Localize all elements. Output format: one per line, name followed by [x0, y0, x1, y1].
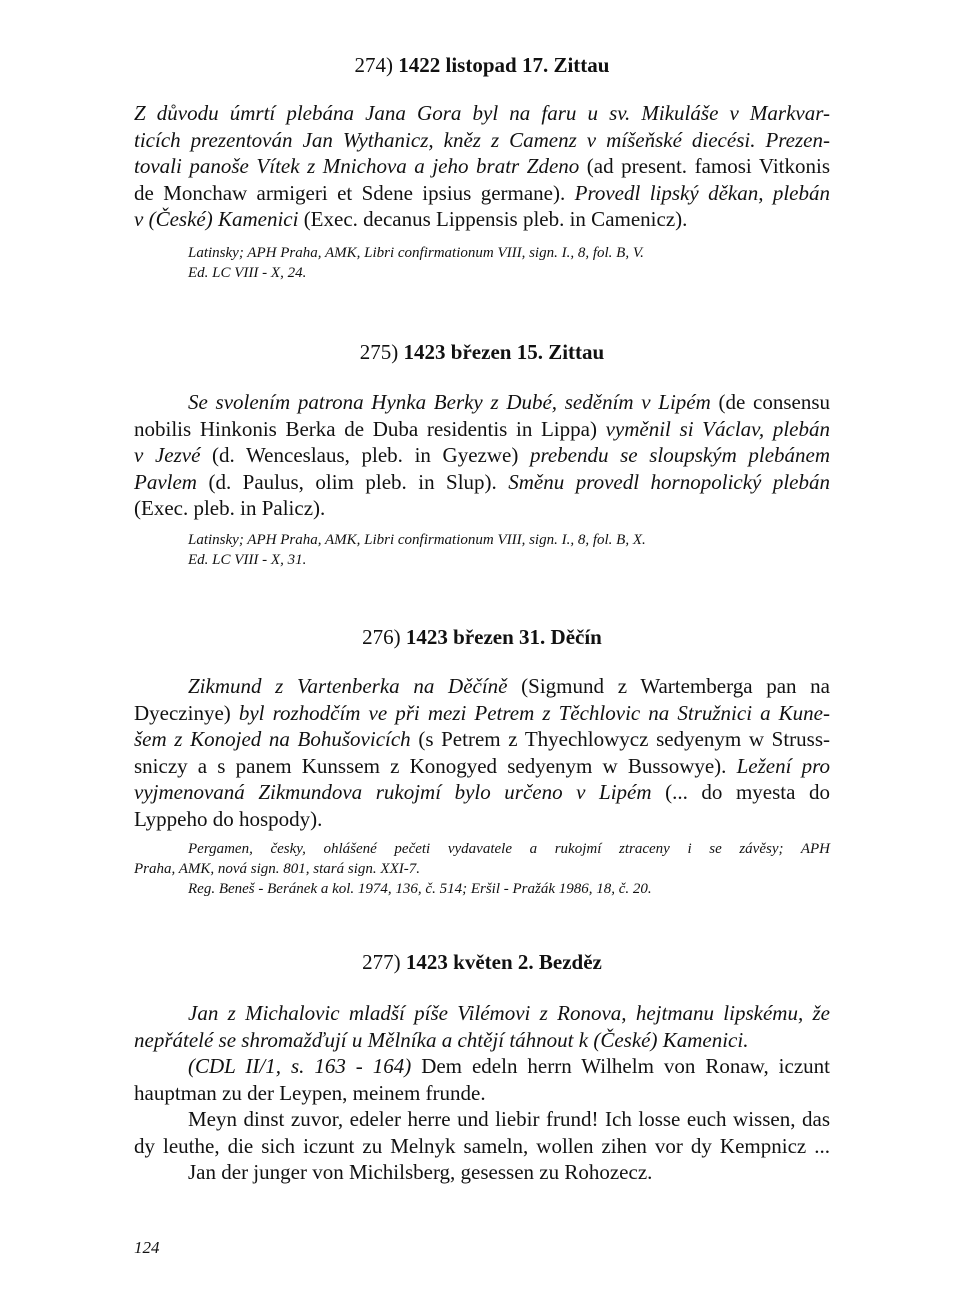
text-line: šem z Konojed na Bohušovicích (s Petrem z Thyechlowycz sedyenym w Struss- — [134, 727, 831, 751]
source-note-274 — [188, 243, 830, 283]
text-line: Meyn dinst zuvor, edeler herre und liebir frund! Ich losse euch wissen, das — [188, 1107, 830, 1131]
entry-heading-274 — [134, 52, 830, 78]
entry-date: 1423 březen 31. Děčín — [405, 625, 602, 649]
entry-text-275 — [134, 389, 830, 522]
source-line: Latinsky; APH Praha, AMK, Libri confirmationum VIII, sign. I., 8, fol. B, X. — [188, 532, 646, 548]
text-line: Zikmund z Vartenberka na Děčíně (Sigmund z Wartemberga pan na — [188, 674, 831, 698]
text-line: Pavlem (d. Paulus, olim pleb. in Slup). Směnu provedl hornopolický plebán — [134, 469, 830, 494]
source-line: Latinsky; APH Praha, AMK, Libri confirmationum VIII, sign. I., 8, fol. B, V. — [188, 245, 644, 261]
text-line: Dyeczinye) byl rozhodčím ve při mezi Petrem z Těchlovic na Stružnici a Kune- — [134, 700, 831, 725]
text-line: Lyppeho do hospody). — [134, 806, 323, 831]
source-note-275 — [188, 530, 830, 570]
source-note-276 — [134, 839, 830, 899]
text-line: ticích prezentován Jan Wythanicz, kněz z Camenz v míšeňské diecési. Prezen- — [134, 127, 830, 152]
entry-date: 1423 březen 15. Zittau — [403, 340, 605, 364]
text-line: Se svolením patrona Hynka Berky z Dubé, seděním v Lipém (de consensu — [188, 390, 830, 414]
text-line: (Exec. pleb. in Palicz). — [134, 496, 326, 520]
text-line: v (České) Kamenici (Exec. decanus Lippensis pleb. in Camenicz). — [134, 207, 688, 231]
text-line: nepřátelé se shromažďují u Mělníka a chtějí táhnout k (České) Kamenici. — [134, 1027, 749, 1052]
text-line: dy leuthe, die sich iczunt zu Melnyk sameln, wollen zihen vor dy Kempnicz ... — [134, 1133, 830, 1158]
entry-number: 277) — [362, 950, 401, 974]
text-line: vyjmenovaná Zikmundova rukojmí bylo určeno v Lipém (... do myesta do — [134, 780, 830, 804]
text-line: sniczy a s panem Kunssem z Konogyed sedyenym w Bussowye). Ležení pro — [134, 753, 830, 778]
text-line: nobilis Hinkonis Berka de Duba residentis in Lippa) vyměnil si Václav, plebán — [134, 416, 830, 441]
source-line: Ed. LC VIII - X, 31. — [188, 552, 307, 568]
entry-heading-276 — [134, 624, 830, 650]
text-line: Jan z Michalovic mladší píše Vilémovi z Ronova, hejtmanu lipskému, že — [188, 1001, 830, 1025]
entry-text-274 — [134, 100, 830, 233]
text-line: de Monchaw armigeri et Sdene ipsius germane). Provedl lipský děkan, plebán — [134, 180, 830, 205]
page-number: 124 — [134, 1238, 160, 1257]
source-line: Ed. LC VIII - X, 24. — [188, 265, 307, 281]
text-line: Jan der junger von Michilsberg, gesessen zu Rohozecz. — [188, 1160, 653, 1184]
entry-number: 276) — [362, 625, 401, 649]
entry-date: 1422 listopad 17. Zittau — [398, 53, 610, 77]
entry-date: 1423 květen 2. Bezděz — [405, 950, 602, 974]
source-line: Pergamen, česky, ohlášené pečeti vydavatele a rukojmí ztraceny i se závěsy; APH — [188, 841, 830, 857]
entry-number: 275) — [359, 340, 399, 364]
entry-text-276 — [134, 673, 830, 832]
entry-number: 274) — [354, 53, 394, 77]
text-line: tovali panoše Vítek z Mnichova a jeho bratr Zdeno (ad present. famosi Vitkonis — [134, 154, 830, 178]
entry-heading-275 — [134, 339, 830, 365]
text-line: (CDL II/1, s. 163 - 164) Dem edeln herrn Wilhelm von Ronaw, iczunt — [188, 1054, 830, 1078]
entry-heading-277 — [134, 949, 830, 975]
source-line: Praha, AMK, nová sign. 801, stará sign. XXI-7. — [134, 861, 420, 877]
text-line: v Jezvé (d. Wenceslaus, pleb. in Gyezwe) prebendu se sloupským plebánem — [134, 443, 831, 467]
entry-text-277 — [134, 1000, 830, 1186]
text-line: hauptman zu der Leypen, meinem frunde. — [134, 1080, 486, 1105]
text-line: Z důvodu úmrtí plebána Jana Gora byl na faru u sv. Mikuláše v Markvar- — [134, 101, 830, 125]
source-line: Reg. Beneš - Beránek a kol. 1974, 136, č. 514; Eršil - Pražák 1986, 18, č. 20. — [188, 881, 652, 897]
